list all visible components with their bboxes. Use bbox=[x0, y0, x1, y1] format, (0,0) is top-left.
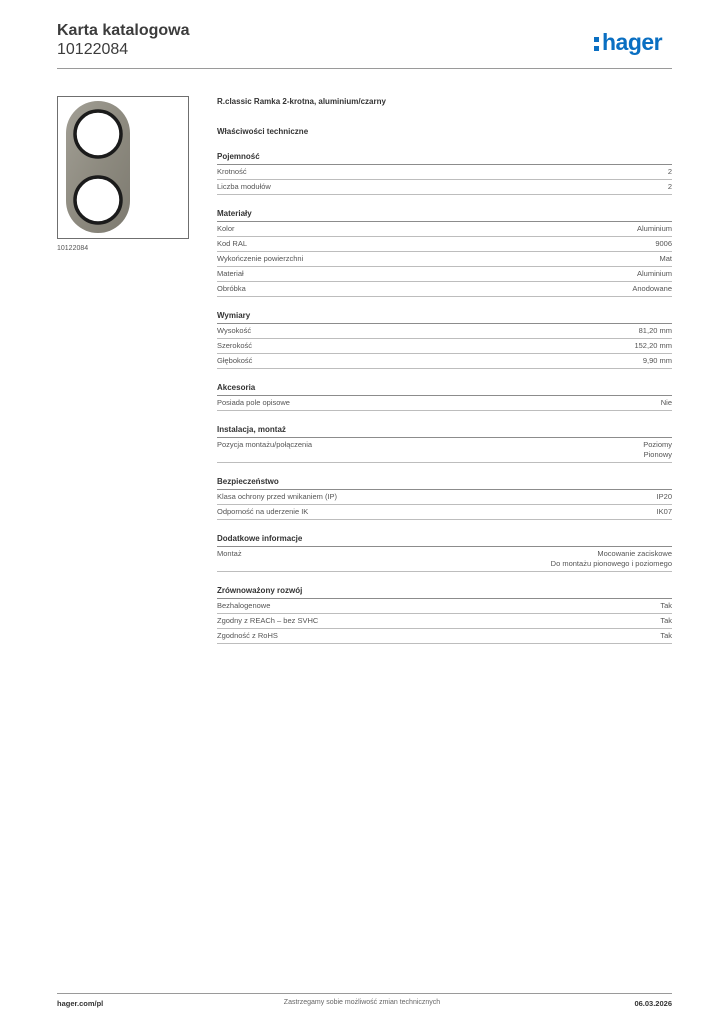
spec-value-line: Tak bbox=[660, 601, 672, 610]
spec-section bbox=[217, 151, 672, 195]
spec-value-line: Aluminium bbox=[636, 269, 672, 278]
spec-row bbox=[217, 547, 672, 572]
spec-row bbox=[217, 599, 672, 614]
logo-dots-icon bbox=[594, 37, 601, 51]
spec-row bbox=[217, 629, 672, 644]
spec-row bbox=[217, 252, 672, 267]
spec-value-line: IK07 bbox=[656, 507, 672, 516]
spec-value bbox=[659, 254, 672, 264]
spec-value-line: Nie bbox=[660, 398, 672, 407]
spec-content bbox=[217, 96, 672, 644]
spec-label: Głębokość bbox=[217, 356, 253, 365]
spec-value bbox=[643, 440, 672, 460]
section-heading: Akcesoria bbox=[217, 382, 672, 396]
section-heading: Wymiary bbox=[217, 310, 672, 324]
spec-label: Liczba modułów bbox=[217, 182, 271, 191]
spec-value bbox=[643, 356, 672, 366]
spec-value bbox=[632, 284, 672, 294]
spec-value-line: Poziomy bbox=[643, 440, 672, 449]
spec-value bbox=[660, 631, 672, 641]
spec-value bbox=[661, 398, 672, 408]
spec-label: Klasa ochrony przed wnikaniem (IP) bbox=[217, 492, 338, 501]
spec-value bbox=[551, 549, 672, 569]
section-heading: Instalacja, montaż bbox=[217, 424, 672, 438]
spec-label: Montaż bbox=[217, 549, 242, 558]
footer-disclaimer: Zastrzegamy sobie możliwość zmian technicznych bbox=[283, 999, 441, 1006]
spec-value-line: Anodowane bbox=[632, 284, 672, 293]
spec-value bbox=[637, 224, 672, 234]
spec-section bbox=[217, 208, 672, 297]
spec-section bbox=[217, 585, 672, 644]
spec-label: Szerokość bbox=[217, 341, 253, 350]
spec-value-line: 2 bbox=[667, 182, 672, 191]
spec-value bbox=[634, 341, 672, 351]
header-title: Karta katalogowa bbox=[57, 22, 190, 39]
spec-label: Materiał bbox=[217, 269, 244, 278]
spec-label: Kolor bbox=[217, 224, 235, 233]
spec-row bbox=[217, 614, 672, 629]
spec-value-line: Tak bbox=[660, 631, 672, 640]
spec-row bbox=[217, 267, 672, 282]
spec-value-line: IP20 bbox=[656, 492, 672, 501]
image-caption: 10122084 bbox=[57, 245, 89, 252]
spec-label: Obróbka bbox=[217, 284, 246, 293]
spec-row bbox=[217, 339, 672, 354]
spec-value bbox=[660, 601, 672, 611]
section-heading: Bezpieczeństwo bbox=[217, 476, 672, 490]
spec-value-line: 81,20 mm bbox=[638, 326, 672, 335]
spec-value-line: 2 bbox=[667, 167, 672, 176]
spec-value-line: Mat bbox=[659, 254, 672, 263]
header-code: 10122084 bbox=[57, 41, 129, 58]
spec-value bbox=[655, 239, 672, 249]
spec-row bbox=[217, 505, 672, 520]
spec-section bbox=[217, 382, 672, 411]
spec-label: Bezhalogenowe bbox=[217, 601, 271, 610]
section-heading: Zrównoważony rozwój bbox=[217, 585, 672, 599]
spec-value-line: 9,90 mm bbox=[642, 356, 672, 365]
spec-sections bbox=[217, 151, 672, 644]
spec-value bbox=[668, 167, 672, 177]
spec-value bbox=[657, 492, 672, 502]
spec-section bbox=[217, 310, 672, 369]
product-title: R.classic Ramka 2-krotna, aluminium/czarny bbox=[217, 97, 386, 106]
technical-properties-heading: Właściwości techniczne bbox=[217, 127, 309, 136]
spec-label: Kod RAL bbox=[217, 239, 248, 248]
spec-value-line: Mocowanie zaciskowe bbox=[597, 549, 672, 558]
spec-value bbox=[668, 182, 672, 192]
frame-2-gang-icon bbox=[58, 97, 188, 238]
spec-section bbox=[217, 533, 672, 572]
spec-section bbox=[217, 424, 672, 463]
spec-label: Wysokość bbox=[217, 326, 252, 335]
spec-row bbox=[217, 354, 672, 369]
spec-label: Posiada pole opisowe bbox=[217, 398, 290, 407]
spec-value-line: Pionowy bbox=[643, 450, 672, 459]
spec-row bbox=[217, 180, 672, 195]
spec-value-line: 152,20 mm bbox=[634, 341, 672, 350]
footer-date: 06.03.2026 bbox=[634, 999, 672, 1008]
spec-value bbox=[660, 616, 672, 626]
section-heading: Pojemność bbox=[217, 151, 672, 165]
spec-value-line: Tak bbox=[660, 616, 672, 625]
logo-text: hager bbox=[602, 28, 663, 55]
spec-value bbox=[637, 269, 672, 279]
spec-row bbox=[217, 282, 672, 297]
spec-label: Odporność na uderzenie IK bbox=[217, 507, 309, 516]
spec-label: Krotność bbox=[217, 167, 247, 176]
product-image bbox=[57, 96, 189, 239]
spec-label: Pozycja montażu/połączenia bbox=[217, 440, 313, 449]
header-divider bbox=[57, 68, 672, 69]
hager-logo[interactable] bbox=[594, 27, 662, 57]
spec-value bbox=[657, 507, 672, 517]
spec-label: Zgodny z REACh – bez SVHC bbox=[217, 616, 319, 625]
spec-row bbox=[217, 222, 672, 237]
spec-row bbox=[217, 165, 672, 180]
spec-value-line: Aluminium bbox=[636, 224, 672, 233]
spec-value-line: Do montażu pionowego i poziomego bbox=[550, 559, 672, 568]
section-heading: Dodatkowe informacje bbox=[217, 533, 672, 547]
spec-value-line: 9006 bbox=[655, 239, 672, 248]
spec-row bbox=[217, 438, 672, 463]
spec-value bbox=[639, 326, 672, 336]
spec-label: Zgodność z RoHS bbox=[217, 631, 278, 640]
spec-label: Wykończenie powierzchni bbox=[217, 254, 304, 263]
footer-website-link[interactable]: hager.com/pl bbox=[57, 999, 104, 1008]
spec-section bbox=[217, 476, 672, 520]
section-heading: Materiały bbox=[217, 208, 672, 222]
footer-divider bbox=[57, 993, 672, 994]
spec-row bbox=[217, 324, 672, 339]
spec-row bbox=[217, 237, 672, 252]
spec-row bbox=[217, 490, 672, 505]
spec-row bbox=[217, 396, 672, 411]
